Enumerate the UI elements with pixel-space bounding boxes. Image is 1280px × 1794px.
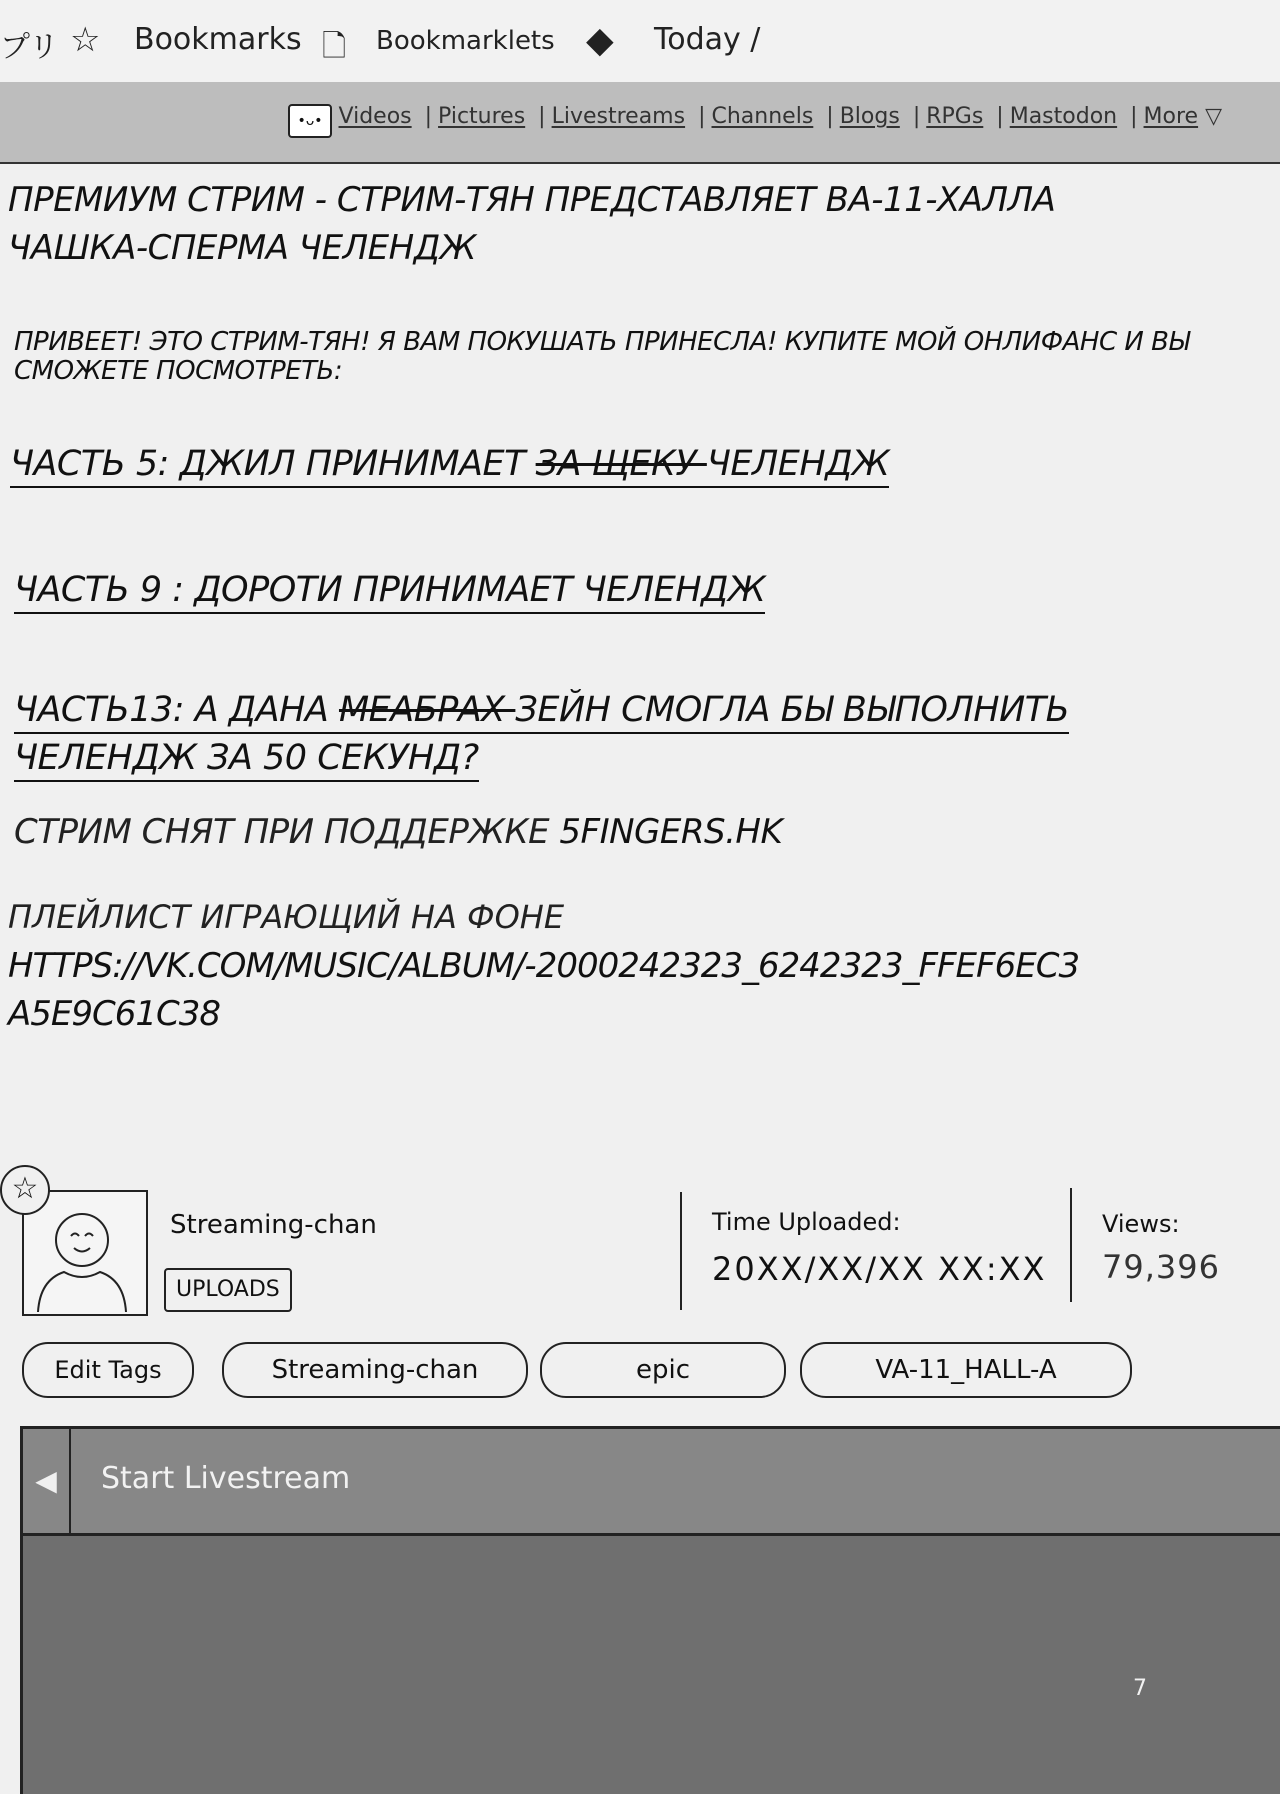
nav-links: Videos | Pictures | Livestreams | Channels | Blogs | RPGs | Mastodon | More ▽ [338, 104, 1222, 129]
avatar-figure-icon [24, 1192, 146, 1314]
player-header [23, 1429, 1280, 1536]
tag-streaming-chan[interactable]: Streaming-chan [222, 1342, 528, 1398]
tag-epic[interactable]: epic [540, 1342, 786, 1398]
nav-mastodon[interactable]: Mastodon [1009, 104, 1118, 129]
part9-link[interactable]: ЧАСТЬ 9 : ДОРОТИ ПРИНИМАЕТ ЧЕЛЕНДЖ [14, 570, 765, 614]
nav-blogs[interactable]: Blogs [839, 104, 900, 129]
views-divider [1070, 1188, 1072, 1302]
views-label: Views: [1102, 1210, 1180, 1238]
description-intro-line2: СМОЖЕТЕ ПОСМОТРЕТЬ: [14, 356, 343, 386]
favorite-star-icon[interactable]: ☆ [0, 1165, 50, 1215]
sponsor-prefix: СТРИМ СНЯТ ПРИ ПОДДЕРЖКЕ [14, 812, 560, 852]
stats-divider [680, 1192, 682, 1310]
diamond-logo-icon: ◆ [586, 20, 614, 61]
playlist-label: ПЛЕЙЛИСТ ИГРАЮЩИЙ НА ФОНЕ [8, 898, 565, 936]
page-number: 7 [1133, 1676, 1147, 1701]
bookmarks-bar [0, 0, 1280, 85]
nav-rpgs[interactable]: RPGs [926, 104, 984, 129]
collapse-arrow-icon[interactable]: ◀ [23, 1429, 71, 1533]
livestream-player[interactable] [20, 1426, 1280, 1794]
nav-channels[interactable]: Channels [711, 104, 814, 129]
chevron-down-icon[interactable]: ▽ [1198, 104, 1222, 129]
time-uploaded-value: 20XX/XX/XX XX:XX [712, 1250, 1047, 1288]
nav-more[interactable]: More [1143, 104, 1199, 129]
part5-text: ЧАСТЬ 5: ДЖИЛ ПРИНИМАЕТ [10, 444, 536, 484]
document-icon: 🗋 [322, 29, 347, 64]
bookmark-app-item[interactable]: プリ [0, 30, 59, 65]
part13-link-line1[interactable] [14, 690, 1069, 734]
nav-livestreams[interactable]: Livestreams [551, 104, 686, 129]
nav-videos[interactable]: Videos [338, 104, 412, 129]
views-count: 79,396 [1102, 1248, 1220, 1286]
site-nav [0, 82, 1280, 164]
bookmarks-link[interactable]: Bookmarks [134, 22, 302, 57]
part5-strikethrough: ЗА ЩЕКУ [535, 444, 707, 484]
uploads-button[interactable]: UPLOADS [164, 1268, 292, 1312]
playlist-url-line2[interactable]: A5E9C61C38 [8, 994, 221, 1034]
star-icon: ☆ [70, 20, 101, 60]
part13-strikethrough: МЕАБРАХ [338, 690, 516, 730]
part13-text: ЧАСТЬ13: А ДАНА [14, 690, 339, 730]
tag-va-11-hall-a[interactable]: VA-11_HALL-A [800, 1342, 1132, 1398]
video-title-line1: ПРЕМИУМ СТРИМ - СТРИМ-ТЯН ПРЕДСТАВЛЯЕТ ВА-11-ХАЛЛА [8, 180, 1056, 220]
site-logo-icon[interactable]: •ᴗ• [288, 104, 332, 138]
bookmarklets-link[interactable]: Bookmarklets [376, 26, 555, 56]
playlist-url-line1[interactable]: HTTPS://VK.COM/MUSIC/ALBUM/-2000242323_6242323_FFEF6EC3 [8, 946, 1080, 986]
video-title-line2: ЧАШКА-СПЕРМА ЧЕЛЕНДЖ [8, 228, 476, 268]
part5-link[interactable] [10, 444, 889, 488]
today-link[interactable]: Today / [654, 22, 761, 57]
part13-link-line2[interactable]: ЧЕЛЕНДЖ ЗА 50 СЕКУНД? [14, 738, 479, 782]
description-intro-line1: ПРИВЕЕТ! ЭТО СТРИМ-ТЯН! Я ВАМ ПОКУШАТЬ ПРИНЕСЛА! КУПИТЕ МОЙ ОНЛИФАНС И ВЫ [14, 327, 1190, 357]
nav-pictures[interactable]: Pictures [438, 104, 526, 129]
edit-tags-button[interactable]: Edit Tags [22, 1342, 194, 1398]
uploader-name[interactable]: Streaming-chan [170, 1210, 377, 1240]
time-uploaded-label: Time Uploaded: [712, 1208, 901, 1236]
part13-text-end: ЗЕЙН СМОГЛА БЫ ВЫПОЛНИТЬ [515, 690, 1070, 730]
sponsor-name: 5FINGERS.HK [559, 812, 783, 852]
part5-text-end: ЧЕЛЕНДЖ [706, 444, 890, 484]
sponsor-line [14, 812, 782, 852]
player-title[interactable]: Start Livestream [101, 1461, 351, 1496]
